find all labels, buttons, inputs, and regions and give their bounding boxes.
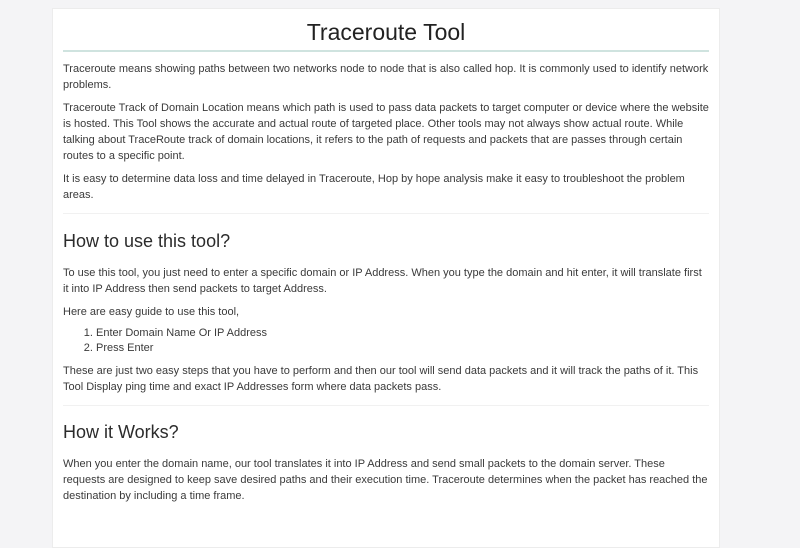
how-to-use-paragraph-1: To use this tool, you just need to enter a specific domain or IP Address. When you type the domain and hit enter, it will translate first it into IP Address then send packets to target Address. <box>63 267 702 295</box>
steps-list <box>63 326 709 356</box>
content-card <box>52 8 720 548</box>
page-title: Traceroute Tool <box>306 19 466 45</box>
how-to-use-paragraph-3: These are just two easy steps that you have to perform and then our tool will send data packets and it will track the paths of it. This Tool Display ping time and exact IP Addresses form where data packets pass. <box>63 365 699 393</box>
how-it-works-paragraph-1: When you enter the domain name, our tool translates it into IP Address and send small packets to the domain server. These requests are designed to keep save desired paths and their execution time. Traceroute determines when the packet has reached the destination by including a time frame. <box>63 458 708 502</box>
intro-paragraph-3: It is easy to determine data loss and time delayed in Traceroute, Hop by hope analysis make it easy to troubleshoot the problem areas. <box>63 173 685 201</box>
how-it-works-heading: How it Works? <box>63 422 179 442</box>
intro-paragraph-2: Traceroute Track of Domain Location means which path is used to pass data packets to target computer or device where the website is hosted. This Tool shows the accurate and actual route of targeted place. Other tools may not always show actual route. While talking about TraceRoute track of domain locations, it refers to the path of requests and packets that are passes through certain routes to a specific point. <box>63 102 709 162</box>
how-to-use-paragraph-2: Here are easy guide to use this tool, <box>63 306 240 318</box>
list-item: 2. Press Enter <box>96 341 709 356</box>
intro-paragraph-1: Traceroute means showing paths between two networks node to node that is also called hop. It is commonly used to identify network problems. <box>63 63 709 91</box>
article-body <box>53 61 719 504</box>
section-divider <box>63 405 709 406</box>
how-to-use-heading: How to use this tool? <box>63 231 231 251</box>
section-divider <box>63 213 709 214</box>
list-item: 1. Enter Domain Name Or IP Address <box>96 326 709 341</box>
title-divider <box>63 50 709 52</box>
